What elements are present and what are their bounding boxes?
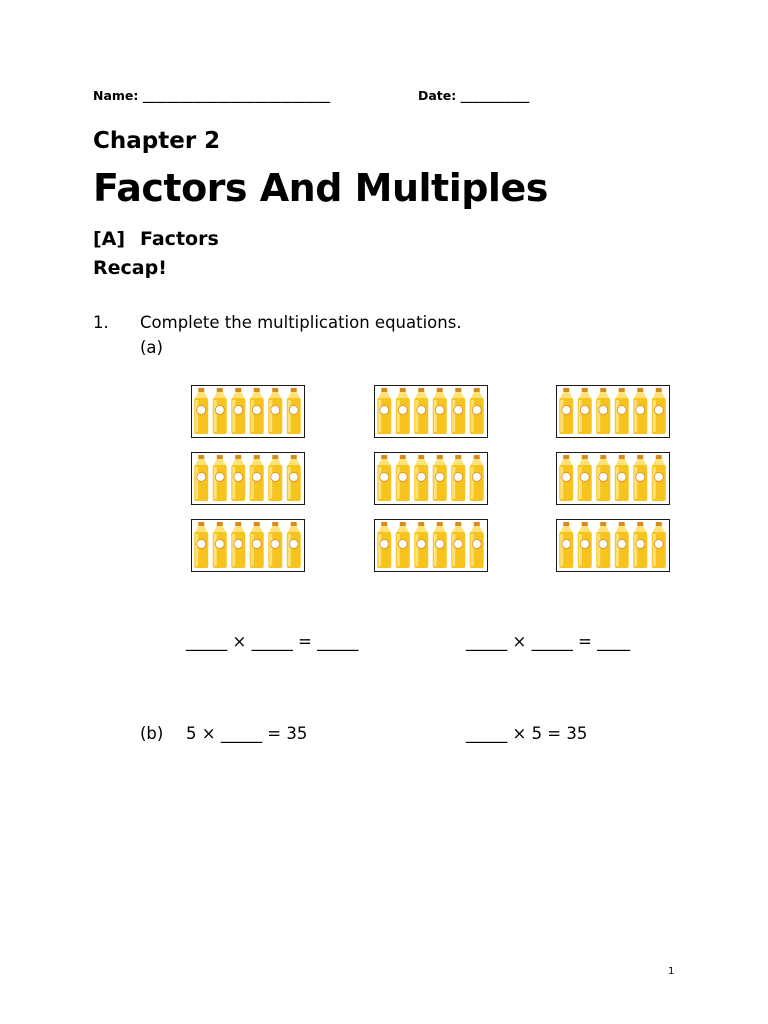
juice-bottle-icon	[396, 455, 410, 501]
juice-bottle-icon	[615, 388, 629, 434]
juice-bottle-icon	[287, 455, 301, 501]
juice-bottle-icon	[231, 455, 245, 501]
section-code: [A]	[93, 228, 126, 250]
juice-bottle-icon	[414, 455, 428, 501]
juice-bottle-icon	[578, 388, 592, 434]
juice-bottle-icon	[596, 522, 610, 568]
bottle-crate	[556, 452, 670, 505]
bottle-crate	[191, 452, 305, 505]
juice-bottle-icon	[470, 455, 484, 501]
question-instruction: Complete the multiplication equations.	[140, 313, 462, 332]
juice-bottle-icon	[559, 455, 573, 501]
juice-bottle-icon	[615, 455, 629, 501]
bottle-crate	[556, 519, 670, 572]
juice-bottle-icon	[633, 388, 647, 434]
juice-bottle-icon	[578, 522, 592, 568]
juice-bottle-icon	[615, 522, 629, 568]
juice-bottle-icon	[194, 388, 208, 434]
juice-bottle-icon	[652, 455, 666, 501]
part-a-label: (a)	[140, 338, 163, 357]
juice-bottle-icon	[451, 388, 465, 434]
juice-bottle-icon	[633, 455, 647, 501]
juice-bottle-icon	[652, 522, 666, 568]
juice-bottle-icon	[231, 388, 245, 434]
juice-bottle-icon	[396, 522, 410, 568]
page-number: 1	[668, 966, 675, 977]
equation-b-right[interactable]: _____ × 5 = 35	[466, 724, 588, 743]
part-b-label: (b)	[140, 724, 164, 743]
juice-bottle-icon	[268, 455, 282, 501]
equation-b-left[interactable]: 5 × _____ = 35	[186, 724, 308, 743]
juice-bottle-icon	[433, 455, 447, 501]
juice-bottle-icon	[451, 455, 465, 501]
juice-bottles-illustration	[185, 382, 680, 577]
juice-bottle-icon	[287, 522, 301, 568]
juice-bottle-icon	[559, 388, 573, 434]
juice-bottle-icon	[194, 455, 208, 501]
chapter-label: Chapter 2	[93, 128, 221, 154]
bottle-crate	[191, 519, 305, 572]
juice-bottle-icon	[559, 522, 573, 568]
juice-bottle-icon	[377, 522, 391, 568]
juice-bottle-icon	[268, 388, 282, 434]
juice-bottle-icon	[268, 522, 282, 568]
equation-blank-left[interactable]: _____ × _____ = _____	[186, 632, 359, 651]
juice-bottle-icon	[470, 388, 484, 434]
juice-bottle-icon	[414, 388, 428, 434]
page-title: Factors And Multiples	[93, 166, 548, 210]
juice-bottle-icon	[414, 522, 428, 568]
bottle-crate	[191, 385, 305, 438]
juice-bottle-icon	[596, 388, 610, 434]
juice-bottle-icon	[377, 455, 391, 501]
bottle-crate	[374, 519, 488, 572]
juice-bottle-icon	[287, 388, 301, 434]
juice-bottle-icon	[396, 388, 410, 434]
juice-bottle-icon	[213, 522, 227, 568]
juice-bottle-icon	[194, 522, 208, 568]
juice-bottle-icon	[433, 522, 447, 568]
bottle-crate	[374, 385, 488, 438]
section-heading: Factors	[140, 228, 219, 250]
question-number: 1.	[93, 313, 109, 332]
bottle-crate	[374, 452, 488, 505]
juice-bottle-icon	[250, 388, 264, 434]
juice-bottle-icon	[213, 388, 227, 434]
date-field[interactable]: Date: ___________	[418, 88, 530, 103]
bottle-crate	[556, 385, 670, 438]
juice-bottle-icon	[250, 522, 264, 568]
juice-bottle-icon	[250, 455, 264, 501]
juice-bottle-icon	[213, 455, 227, 501]
juice-bottle-icon	[451, 522, 465, 568]
juice-bottle-icon	[433, 388, 447, 434]
juice-bottle-icon	[633, 522, 647, 568]
juice-bottle-icon	[231, 522, 245, 568]
name-field[interactable]: Name: ______________________________	[93, 88, 331, 103]
juice-bottle-icon	[377, 388, 391, 434]
juice-bottle-icon	[652, 388, 666, 434]
equation-blank-right[interactable]: _____ × _____ = ____	[466, 632, 631, 651]
juice-bottle-icon	[470, 522, 484, 568]
juice-bottle-icon	[596, 455, 610, 501]
recap-heading: Recap!	[93, 257, 167, 279]
juice-bottle-icon	[578, 455, 592, 501]
